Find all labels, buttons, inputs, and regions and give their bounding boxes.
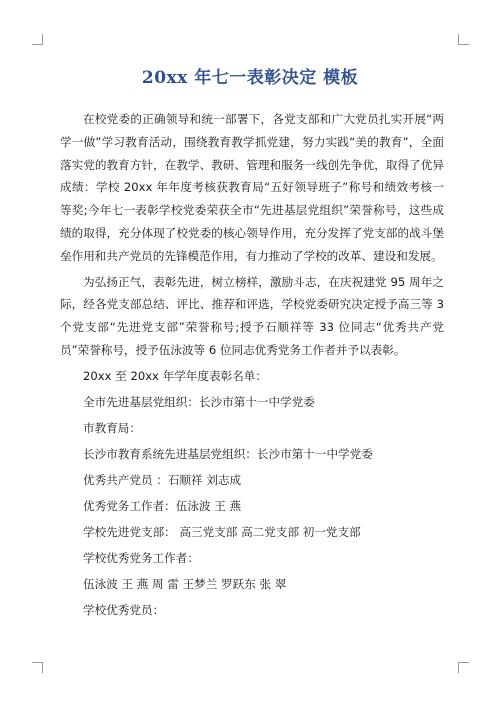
document-title: 20xx 年七一表彰决定 模板 [141, 68, 359, 88]
crop-mark-bottom-left [32, 662, 43, 673]
list-item: 20xx 至 20xx 年学年度表彰名单： [83, 368, 267, 383]
list-item: 长沙市教育系统先进基层党组织：长沙市第十一中学党委 [83, 446, 373, 461]
list-item: 学校先进党支部： 高三党支部 高二党支部 初一党支部 [83, 524, 361, 539]
document-body [60, 108, 444, 625]
paragraph-decision: 为弘扬正气，表彰先进，树立榜样，激励斗志，在庆祝建党 95 周年之际，经各党支部总结、评比、推荐和评选，学校党委研究决定授予高三等 3 个党支部“先进党支部”荣誉称号;授予石顺祥等 33 位同志“优秀共产党员”荣誉称号，授予伍泳波等 6 位同志优秀党务工作者并予以表彰。 [60, 274, 444, 357]
crop-mark-top-left [32, 34, 43, 45]
list-item: 优秀党务工作者：伍泳波 王 燕 [83, 498, 242, 513]
crop-mark-bottom-right [458, 662, 469, 673]
list-item: 全市先进基层党组织：长沙市第十一中学党委 [83, 394, 315, 409]
list-item: 市教育局： [83, 420, 141, 435]
list-item: 学校优秀党务工作者： [83, 550, 199, 565]
list-item: 优秀共产党员 ：石顺祥 刘志成 [83, 472, 242, 487]
list-item: 学校优秀党员： [83, 602, 165, 617]
crop-mark-top-right [458, 34, 469, 45]
list-item: 伍泳波 王 燕 周 雷 王梦兰 罗跃东 张 翠 [83, 576, 287, 591]
paragraph-intro: 在校党委的正确领导和统一部署下，各党支部和广大党员扎实开展“两学一做”学习教育活动，围绕教育教学抓党建，努力实践“美的教育”，全面落实党的教育方针，在教学、教研、管理和服务一线创先争优，取得了优异成绩：学校 20xx 年年度考核获教育局“五好领导班子”称号和绩效考核一等奖;今年七一表彰学校党委荣获全市“先进基层党组织”荣誉称号，这些成绩的取得，充分体现了校党委的核心领导作用，充分发挥了党支部的战斗堡垒作用和共产党员的先锋模范作用，有力推动了学校的改革、建设和发展。 [60, 112, 444, 263]
